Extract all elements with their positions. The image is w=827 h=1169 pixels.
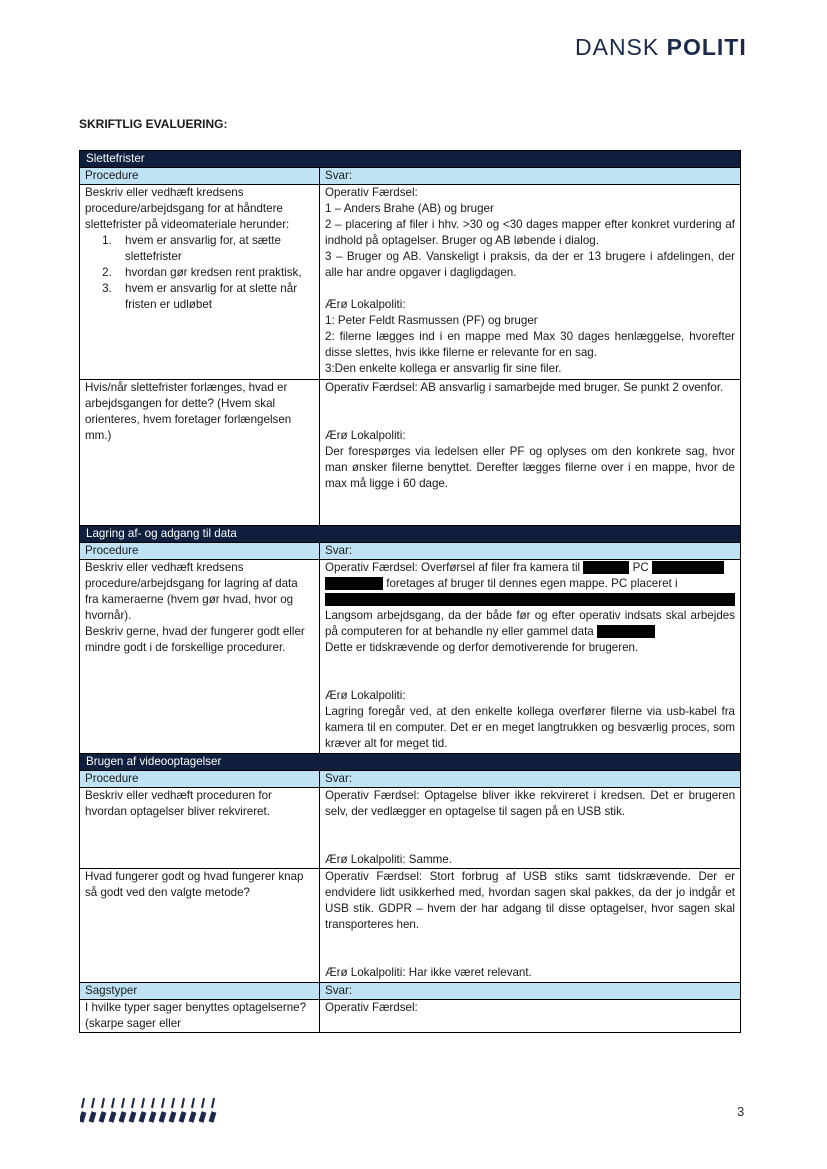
page-number: 3 (737, 1104, 745, 1119)
dansk-politi-logo (575, 34, 747, 61)
list-item: 1. hvem er ansvarlig for, at sætte slettefrister (115, 233, 314, 265)
column-procedure: Procedure (80, 168, 320, 185)
redaction-bar (597, 625, 655, 638)
answer-line: Ærø Lokalpoliti: (325, 298, 406, 311)
blank-line (325, 396, 735, 412)
redaction-bar (583, 561, 629, 574)
subheader-row (80, 168, 741, 185)
answer-line (325, 576, 735, 592)
question-cell: Beskriv eller vedhæft proceduren for hvordan optagelser bliver rekvireret. (80, 788, 320, 869)
blank-line (325, 656, 735, 672)
evaluation-table (79, 150, 741, 1033)
list-item: 2. hvordan gør kredsen rent praktisk, (115, 265, 314, 281)
answer-line: Ærø Lokalpoliti: (325, 429, 406, 442)
answer-line: Operativ Færdsel: (325, 186, 418, 199)
answer-line: 2 – placering af filer i hhv. >30 og <30 dages mapper efter konkret vurdering af indhold på optagelser. Bruger og AB løbende i dialog. (325, 218, 736, 247)
question-list (85, 233, 314, 313)
answer-line: Dette er tidskrævende og derfor demotiverende for brugeren. (325, 641, 639, 654)
question-cell (80, 185, 320, 380)
redaction-bar (652, 561, 724, 574)
blank-line (325, 949, 735, 965)
column-svar: Svar: (320, 983, 741, 1000)
answer-cell (320, 380, 741, 526)
blank-line (325, 672, 735, 688)
section-header-brugen (80, 754, 741, 771)
answer-cell (320, 788, 741, 869)
answer-line: Ærø Lokalpoliti: (325, 689, 406, 702)
section-title: Lagring af- og adgang til data (80, 526, 741, 543)
blank-line (325, 836, 735, 852)
answer-cell (320, 869, 741, 983)
column-svar: Svar: (320, 168, 741, 185)
table-row (80, 869, 741, 983)
section-title: Slettefrister (80, 151, 741, 168)
answer-cell (320, 185, 741, 380)
table-row (80, 185, 741, 380)
answer-line: 1 – Anders Brahe (AB) og bruger (325, 202, 494, 215)
logo-text-politi: POLITI (666, 34, 747, 60)
logo-text-dansk: DANSK (575, 34, 660, 60)
answer-line: 3 – Bruger og AB. Vanskeligt i praksis, da der er 13 brugere i afdelingen, der alle har andre opgaver i dagligdagen. (325, 250, 736, 279)
answer-line: Operativ Færdsel: Stort forbrug af USB stiks samt tidskrævende. Der er endvidere lidt usikkerhed med, hvordan sagen skal pakkes, da der jo indgår et USB stik. GDPR – hvem der har adgang til disse optagelser, hvor sagen skal transporteres hen. (325, 870, 736, 931)
question-cell: Hvis/når slettefrister forlænges, hvad er arbejdsgangen for dette? (Hvem skal orienteres, hvem foretager forlængelsen mm.) (80, 380, 320, 526)
redaction-bar (325, 593, 735, 606)
answer-text: Operativ Færdsel: Overførsel af filer fra kamera til (325, 561, 581, 574)
stripe-pattern-icon (80, 1097, 220, 1123)
section-title: Brugen af videooptagelser (80, 754, 741, 771)
blank-line (325, 412, 735, 428)
answer-text: PC (632, 561, 649, 574)
question-cell: Beskriv eller vedhæft kredsens procedure/arbejdsgang for lagring af data fra kameraerne (hvem gør hvad, hvor og hvornår). Beskriv gerne, hvad der fungerer godt eller mindre godt i de forskellige procedurer. (80, 560, 320, 754)
column-svar: Svar: (320, 543, 741, 560)
column-procedure: Procedure (80, 543, 320, 560)
answer-line (325, 560, 735, 576)
table-row (80, 1000, 741, 1033)
answer-line: 1: Peter Feldt Rasmussen (PF) og bruger (325, 314, 538, 327)
answer-line: Ærø Lokalpoliti: Har ikke været relevant. (325, 966, 532, 979)
answer-line: 2: filerne lægges ind i en mappe med Max 30 dages henlæggelse, hvorefter disse slettes, hvis ikke filerne er relevante for en sag. (325, 330, 736, 359)
answer-line: Ærø Lokalpoliti: Samme. (325, 853, 452, 866)
answer-cell: Operativ Færdsel: (320, 1000, 741, 1033)
table-row (80, 380, 741, 526)
question-cell: Hvad fungerer godt og hvad fungerer knap så godt ved den valgte metode? (80, 869, 320, 983)
answer-line: Operativ Færdsel: Optagelse bliver ikke rekvireret i kredsen. Det er brugeren selv, der vedlægger en optagelse til sagen på en USB stik. (325, 789, 736, 818)
question-cell: I hvilke typer sager benyttes optagelserne? (skarpe sager eller (80, 1000, 320, 1033)
answer-line: Lagring foregår ved, at den enkelte kollega overfører filerne via usb-kabel fra kamera til en computer. Det er en meget langtrukken og besværlig proces, som kræver alt for meget tid. (325, 705, 736, 750)
table-row (80, 560, 741, 754)
list-item: 3. hvem er ansvarlig for at slette når fristen er udløbet (115, 281, 314, 313)
column-procedure: Procedure (80, 771, 320, 788)
answer-text: foretages af bruger til dennes egen mappe. PC placeret i (386, 577, 678, 590)
subheader-row (80, 543, 741, 560)
answer-line: Operativ Færdsel: AB ansvarlig i samarbejde med bruger. Se punkt 2 ovenfor. (325, 381, 724, 394)
answer-line (325, 608, 735, 640)
subheader-row (80, 771, 741, 788)
page-heading: SKRIFTLIG EVALUERING: (79, 117, 228, 131)
answer-text: Langsom arbejdsgang, da der både før og efter operativ indsats skal arbejdes på computeren for at behandle ny eller gammel data (325, 609, 736, 638)
column-svar: Svar: (320, 771, 741, 788)
blank-line (325, 820, 735, 836)
blank-line (325, 281, 735, 297)
answer-line: 3:Den enkelte kollega er ansvarlig fir sine filer. (325, 362, 562, 375)
table-row (80, 788, 741, 869)
answer-cell (320, 560, 741, 754)
redaction-bar (325, 577, 383, 590)
subheader-row-sagstyper (80, 983, 741, 1000)
section-header-slettefrister (80, 151, 741, 168)
question-intro: Beskriv eller vedhæft kredsens procedure/arbejdsgang for at håndtere slettefrister på videomateriale herunder: (85, 186, 290, 231)
answer-line: Der forespørges via ledelsen eller PF og oplyses om den konkrete sag, hvor man ønsker filerne benyttet. Derefter lægges filerne over i en mappe, hvor de max må ligge i 60 dage. (325, 445, 736, 490)
column-sagstyper: Sagstyper (80, 983, 320, 1000)
section-header-lagring (80, 526, 741, 543)
blank-line (325, 933, 735, 949)
